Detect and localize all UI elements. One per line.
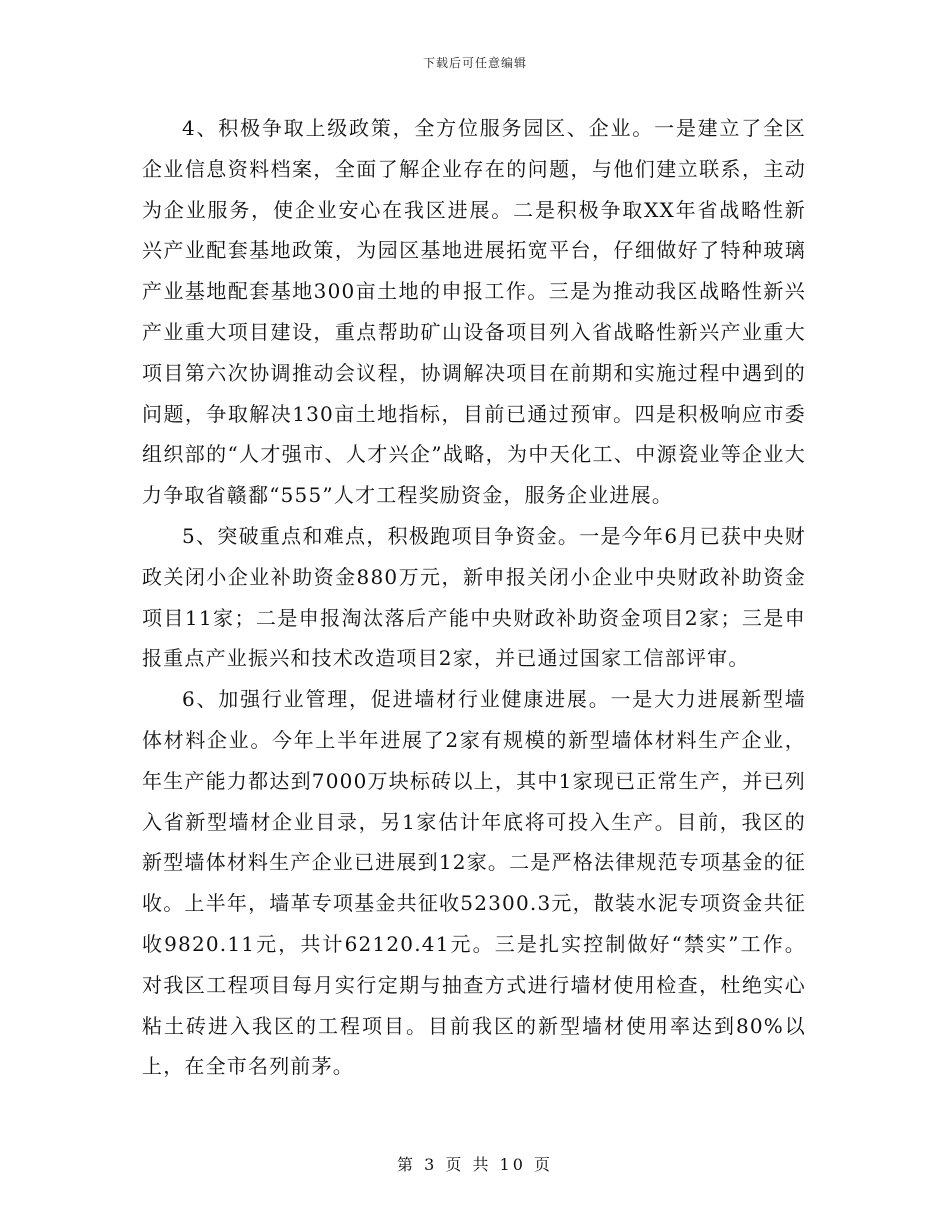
header-note: 下载后可任意编辑 xyxy=(422,56,527,70)
paragraph-item-6: 6、加强行业管理，促进墙材行业健康进展。一是大力进展新型墙体材料企业。今年上半年进展了2家有规模的新型墙体材料生产企业，年生产能力都达到7000万块标砖以上，其中1家现已正常生产，并已列入省新型墙材企业目录，另1家估计年底将可投入生产。目前，我区的新型墙体材料生产企业已进展到12家。二是严格法律规范专项基金的征收。上半年，墙革专项基金共征收52300.3元，散装水泥专项资金共征收9820.11元，共计62120.41元。三是扎实控制做好“禁实”工作。对我区工程项目每月实行定期与抽查方式进行墙材使用检查，杜绝实心粘土砖进入我区的工程项目。目前我区的新型墙材使用率达到80%以上，在全市名列前茅。 xyxy=(142,687,806,1079)
page-number: 第 3 页 共 10 页 xyxy=(397,1155,553,1174)
paragraph-item-4: 4、积极争取上级政策，全方位服务园区、企业。一是建立了全区企业信息资料档案，全面了解企业存在的问题，与他们建立联系，主动为企业服务，使企业安心在我区进展。二是积极争取XX年省战略性新兴产业配套基地政策，为园区基地进展拓宽平台，仔细做好了特种玻璃产业基地配套基地300亩土地的申报工作。三是为推动我区战略性新兴产业重大项目建设，重点帮助矿山设备项目列入省战略性新兴产业重大项目第六次协调推动会议程，协调解决项目在前期和实施过程中遇到的问题，争取解决130亩土地指标，目前已通过预审。四是积极响应市委组织部的“人才强市、人才兴企”战略，为中天化工、中源瓷业等企业大力争取省赣鄱“555”人才工程奖励资金，服务企业进展。 xyxy=(142,116,806,508)
paragraph-item-5: 5、突破重点和难点，积极跑项目争资金。一是今年6月已获中央财政关闭小企业补助资金880万元，新申报关闭小企业中央财政补助资金项目11家；二是申报淘汰落后产能中央财政补助资金项目2家；三是申报重点产业振兴和技术改造项目2家，并已通过国家工信部评审。 xyxy=(142,523,806,671)
document-body xyxy=(142,108,806,1087)
